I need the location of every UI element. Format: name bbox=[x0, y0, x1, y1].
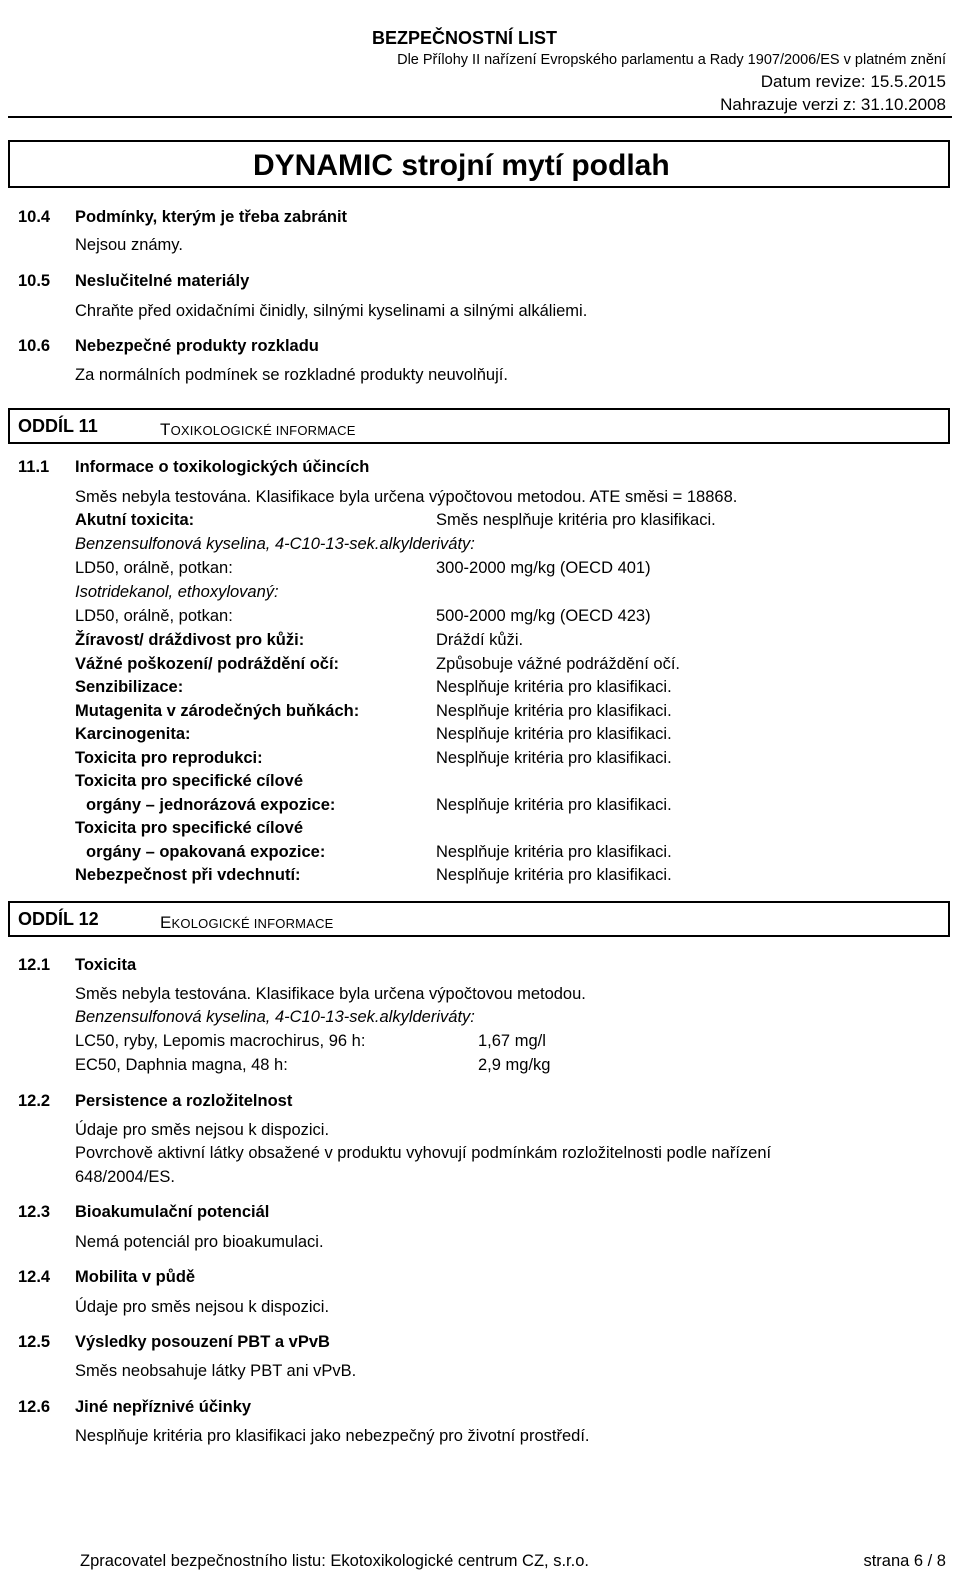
stot-repeated-label-line1: Toxicita pro specifické cílové bbox=[75, 819, 304, 837]
tox-row-value: Nesplňuje kritéria pro klasifikaci. bbox=[436, 702, 672, 720]
item-title: Informace o toxikologických účincích bbox=[75, 458, 370, 476]
section-title bbox=[160, 420, 356, 440]
acute-toxicity-label: Akutní toxicita: bbox=[75, 511, 195, 529]
revision-date: Datum revize: 15.5.2015 bbox=[760, 72, 946, 91]
item-text: Chraňte před oxidačními činidly, silnými kyselinami a silnými alkáliemi. bbox=[75, 302, 588, 320]
tox-row-value: Nesplňuje kritéria pro klasifikaci. bbox=[436, 725, 672, 743]
tox-row-label: Toxicita pro reprodukci: bbox=[75, 749, 263, 767]
ld50-label: LD50, orálně, potkan: bbox=[75, 607, 233, 625]
item-title: Nebezpečné produkty rozkladu bbox=[75, 337, 319, 355]
footer-prepared-by: Zpracovatel bezpečnostního listu: Ekotoxikologické centrum CZ, s.r.o. bbox=[80, 1552, 589, 1570]
acute-toxicity-value: Směs nesplňuje kritéria pro klasifikaci. bbox=[436, 511, 716, 529]
aspiration-value: Nesplňuje kritéria pro klasifikaci. bbox=[436, 866, 672, 884]
tox-row-label: Mutagenita v zárodečných buňkách: bbox=[75, 702, 360, 720]
header-rule bbox=[8, 116, 952, 118]
regulation-text: Dle Přílohy II nařízení Evropského parlamentu a Rady 1907/2006/ES v platném znění bbox=[397, 52, 946, 68]
ld50-label: LD50, orálně, potkan: bbox=[75, 559, 233, 577]
item-title: Neslučitelné materiály bbox=[75, 272, 250, 290]
item-text: Směs neobsahuje látky PBT ani vPvB. bbox=[75, 1362, 357, 1380]
item-title: Mobilita v půdě bbox=[75, 1268, 196, 1286]
item-text: Nesplňuje kritéria pro klasifikaci jako nebezpečný pro životní prostředí. bbox=[75, 1427, 590, 1445]
section-title-rest: OXIKOLOGICKÉ INFORMACE bbox=[170, 423, 356, 438]
item-title: Podmínky, kterým je třeba zabránit bbox=[75, 208, 348, 226]
item-number: 12.3 bbox=[18, 1203, 51, 1221]
item-text: Nemá potenciál pro bioakumulaci. bbox=[75, 1233, 324, 1251]
footer-page-number: strana 6 / 8 bbox=[863, 1552, 946, 1570]
ld50-value: 300-2000 mg/kg (OECD 401) bbox=[436, 559, 651, 577]
item-text: Povrchově aktivní látky obsažené v produktu vyhovují podmínkám rozložitelnosti podle nařízení bbox=[75, 1144, 772, 1162]
substance-name: Isotridekanol, ethoxylovaný: bbox=[75, 583, 279, 601]
substance-name: Benzensulfonová kyselina, 4-C10-13-sek.alkylderiváty: bbox=[75, 1008, 475, 1026]
item-number: 10.6 bbox=[18, 337, 51, 355]
ec50-label: EC50, Daphnia magna, 48 h: bbox=[75, 1056, 288, 1074]
product-name: DYNAMIC strojní mytí podlah bbox=[253, 149, 670, 182]
item-text: 648/2004/ES. bbox=[75, 1168, 175, 1186]
item-title: Persistence a rozložitelnost bbox=[75, 1092, 293, 1110]
product-title-box bbox=[8, 140, 950, 188]
item-number: 10.4 bbox=[18, 208, 51, 226]
stot-single-label-line2: orgány – jednorázová expozice: bbox=[86, 796, 336, 814]
item-number: 12.5 bbox=[18, 1333, 51, 1351]
item-number: 12.6 bbox=[18, 1398, 51, 1416]
item-text: Údaje pro směs nejsou k dispozici. bbox=[75, 1298, 330, 1316]
item-number: 12.2 bbox=[18, 1092, 51, 1110]
section-label: ODDÍL 11 bbox=[18, 416, 98, 436]
item-text: Nejsou známy. bbox=[75, 236, 183, 254]
item-title: Výsledky posouzení PBT a vPvB bbox=[75, 1333, 330, 1351]
lc50-label: LC50, ryby, Lepomis macrochirus, 96 h: bbox=[75, 1032, 366, 1050]
item-number: 11.1 bbox=[18, 458, 50, 476]
section-title-initial: E bbox=[160, 913, 172, 932]
section-11-header bbox=[8, 408, 950, 444]
item-title: Jiné nepříznivé účinky bbox=[75, 1398, 252, 1416]
eco-intro: Směs nebyla testována. Klasifikace byla určena výpočtovou metodou. bbox=[75, 985, 586, 1003]
substance-name: Benzensulfonová kyselina, 4-C10-13-sek.alkylderiváty: bbox=[75, 535, 475, 553]
tox-row-value: Nesplňuje kritéria pro klasifikaci. bbox=[436, 678, 672, 696]
tox-row-label: Vážné poškození/ podráždění očí: bbox=[75, 655, 340, 673]
aspiration-label: Nebezpečnost při vdechnutí: bbox=[75, 866, 301, 884]
tox-row-label: Žíravost/ dráždivost pro kůži: bbox=[75, 631, 305, 649]
item-number: 12.4 bbox=[18, 1268, 51, 1286]
section-12-header bbox=[8, 901, 950, 937]
replaces-version: Nahrazuje verzi z: 31.10.2008 bbox=[720, 95, 946, 114]
stot-single-value: Nesplňuje kritéria pro klasifikaci. bbox=[436, 796, 672, 814]
tox-row-value: Způsobuje vážné podráždění očí. bbox=[436, 655, 680, 673]
stot-repeated-label-line2: orgány – opakovaná expozice: bbox=[86, 843, 326, 861]
ld50-value: 500-2000 mg/kg (OECD 423) bbox=[436, 607, 651, 625]
section-title-rest: KOLOGICKÉ INFORMACE bbox=[171, 916, 334, 931]
ec50-value: 2,9 mg/kg bbox=[478, 1056, 551, 1074]
item-number: 12.1 bbox=[18, 956, 51, 974]
section-title-initial: T bbox=[160, 420, 171, 439]
stot-repeated-value: Nesplňuje kritéria pro klasifikaci. bbox=[436, 843, 672, 861]
doc-type: BEZPEČNOSTNÍ LIST bbox=[372, 28, 558, 48]
item-title: Bioakumulační potenciál bbox=[75, 1203, 270, 1221]
item-text: Za normálních podmínek se rozkladné produkty neuvolňují. bbox=[75, 366, 508, 384]
tox-row-label: Karcinogenita: bbox=[75, 725, 191, 743]
tox-row-value: Nesplňuje kritéria pro klasifikaci. bbox=[436, 749, 672, 767]
stot-single-label-line1: Toxicita pro specifické cílové bbox=[75, 772, 304, 790]
tox-intro: Směs nebyla testována. Klasifikace byla určena výpočtovou metodou. ATE směsi = 18868. bbox=[75, 488, 738, 506]
item-title: Toxicita bbox=[75, 956, 137, 974]
lc50-value: 1,67 mg/l bbox=[478, 1032, 546, 1050]
section-label: ODDÍL 12 bbox=[18, 909, 99, 929]
item-number: 10.5 bbox=[18, 272, 51, 290]
item-text: Údaje pro směs nejsou k dispozici. bbox=[75, 1121, 330, 1139]
tox-row-label: Senzibilizace: bbox=[75, 678, 184, 696]
section-title bbox=[160, 913, 334, 933]
tox-row-value: Dráždí kůži. bbox=[436, 631, 524, 649]
